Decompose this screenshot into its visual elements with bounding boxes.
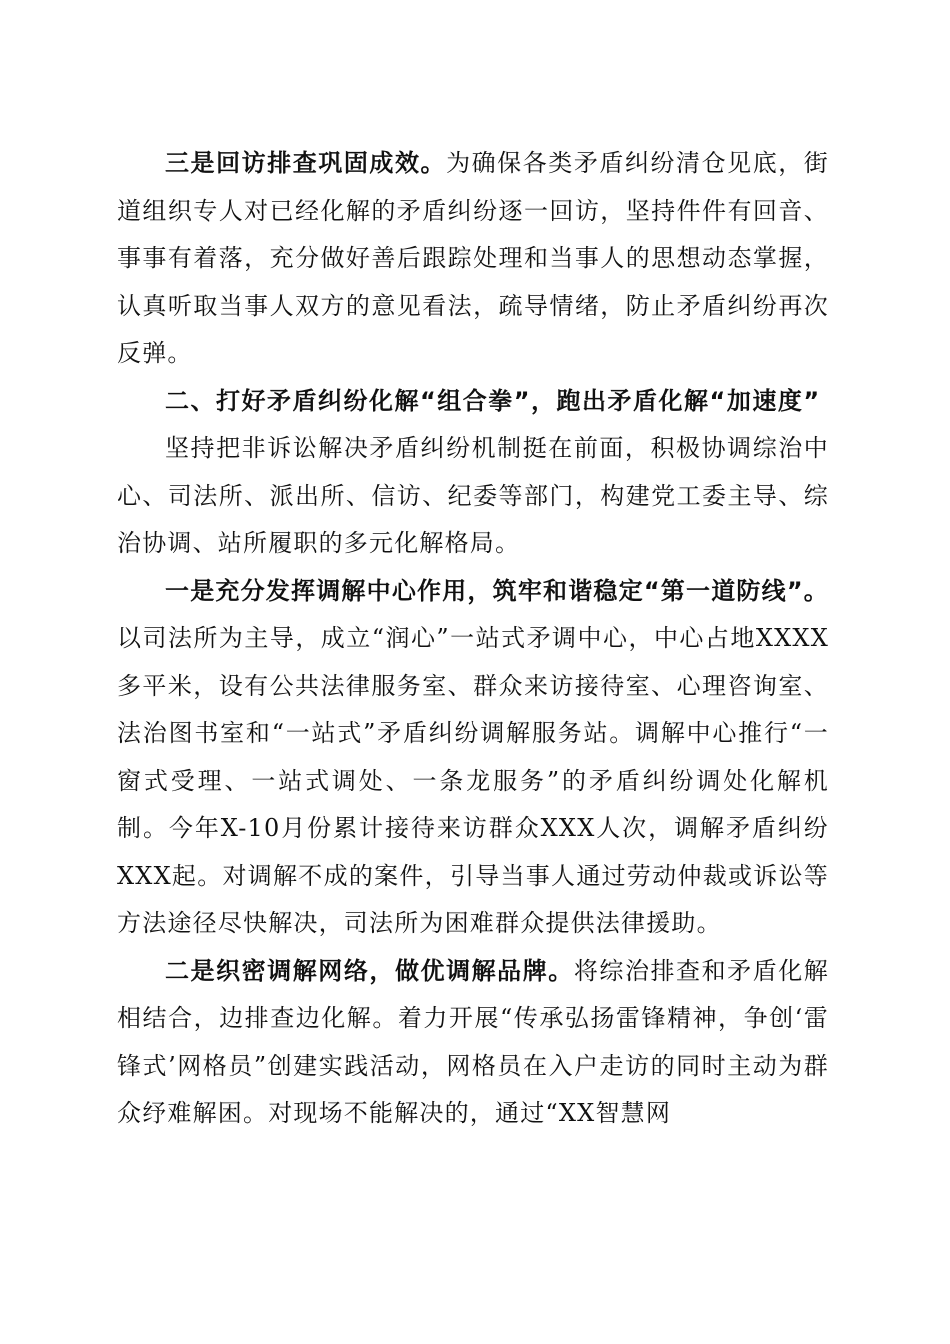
section-heading: 二、打好矛盾纠纷化解“组合拳”，跑出矛盾化解“加速度”	[165, 386, 821, 415]
paragraph-text: 将综治排查和矛盾化解相结合，边排查边化解。着力开展“传承弘扬雷锋精神，争创‘雷锋式’网格员”创建实践活动，网格员在入户走访的同时主动为群众纾难解困。对现场不能解决的，通过“XX智慧网	[117, 956, 830, 1127]
paragraph-text: 为确保各类矛盾纠纷清仓见底，街道组织专人对已经化解的矛盾纠纷逐一回访，坚持件件有回音、事事有着落，充分做好善后跟踪处理和当事人的思想动态掌握，认真听取当事人双方的意见看法，疏导情绪，防止矛盾纠纷再次反弹。	[117, 149, 830, 367]
paragraph-mediation-network	[117, 948, 829, 1138]
paragraph-revisit	[117, 140, 829, 378]
document-body	[117, 140, 829, 1138]
paragraph-text: 以司法所为主导，成立“润心”一站式矛调中心，中心占地XXXX多平米，设有公共法律服务室、群众来访接待室、心理咨询室、法治图书室和“一站式”矛盾纠纷调解服务站。调解中心推行“一窗式受理、一站式调处、一条龙服务”的矛盾纠纷调处化解机制。今年X-10月份累计接待来访群众XXX人次，调解矛盾纠纷XXX起。对调解不成的案件，引导当事人通过劳动仲裁或诉讼等方法途径尽快解决，司法所为困难群众提供法律援助。	[117, 624, 829, 937]
paragraph-lead: 二是织密调解网络，做优调解品牌。	[165, 956, 574, 985]
paragraph-text: 坚持把非诉讼解决矛盾纠纷机制挺在前面，积极协调综治中心、司法所、派出所、信访、纪委等部门，构建党工委主导、综治协调、站所履职的多元化解格局。	[117, 434, 829, 557]
paragraph-lead: 三是回访排查巩固成效。	[165, 149, 447, 177]
paragraph-mediation-center	[117, 568, 829, 948]
paragraph-mechanism	[117, 425, 829, 568]
paragraph-lead: 一是充分发挥调解中心作用，筑牢和谐稳定“第一道防线”。	[165, 576, 829, 605]
